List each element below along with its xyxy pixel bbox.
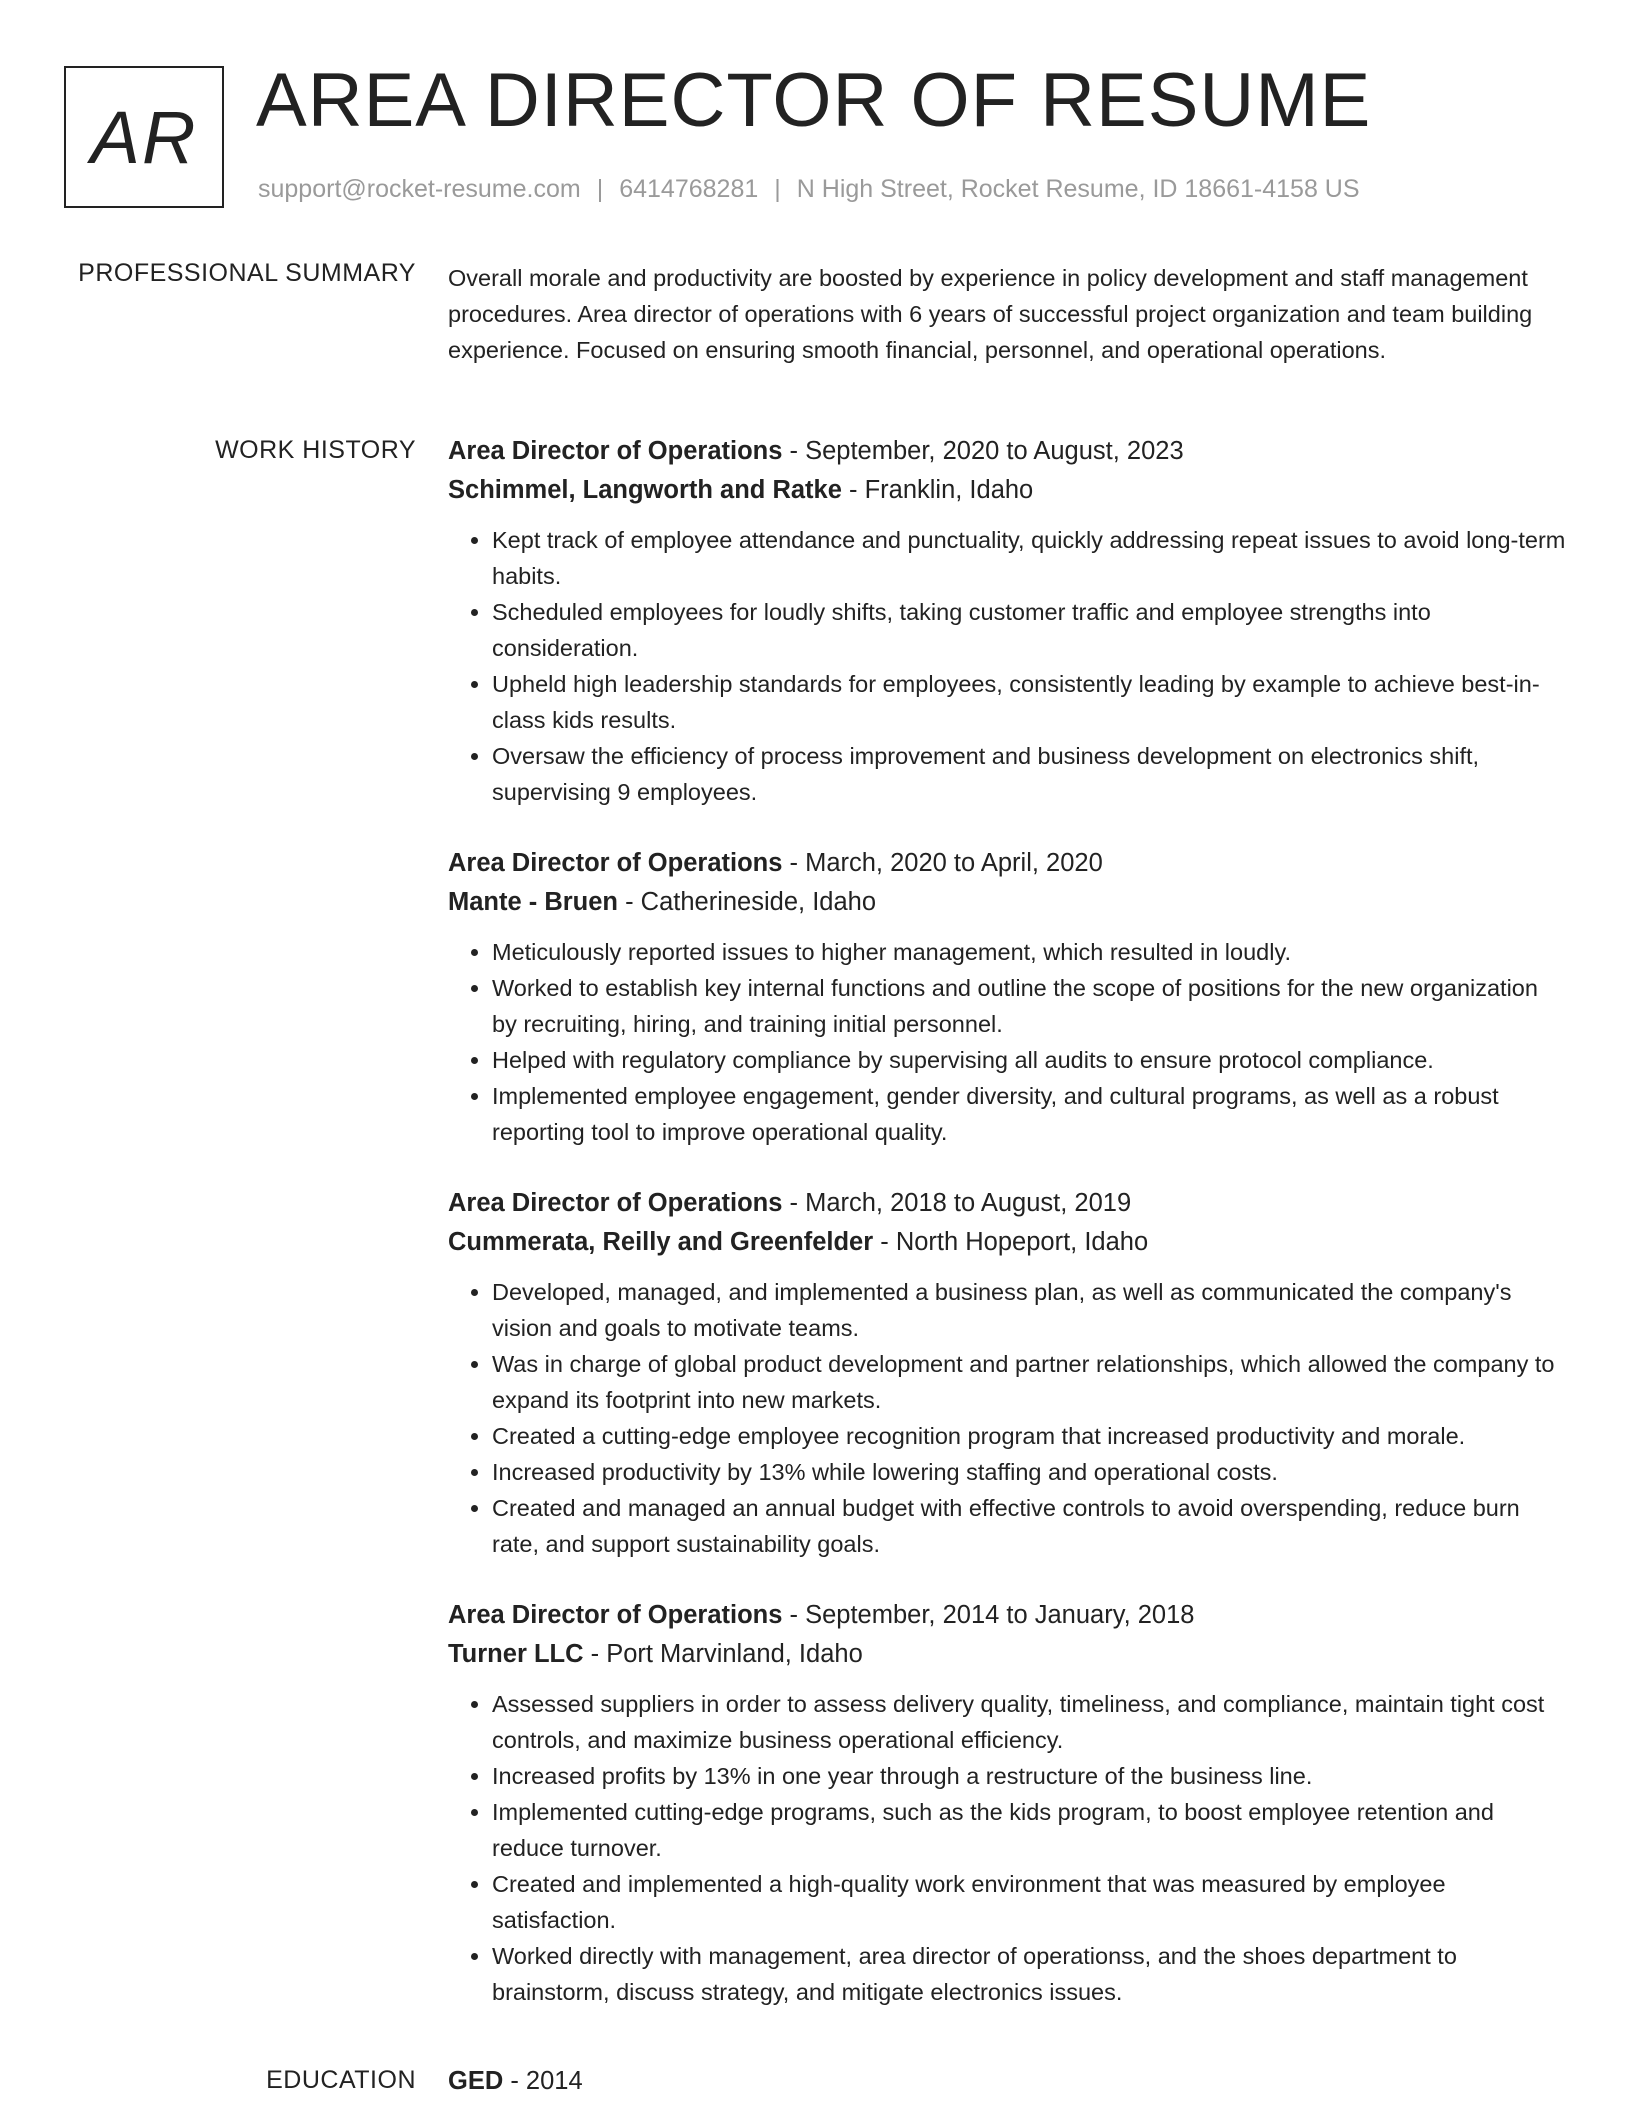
job-company: Turner LLC xyxy=(448,1640,584,1668)
summary-text: Overall morale and productivity are boosted by experience in policy development and staff management procedures. Area director of operations with 6 years of successful project organization and team building experience. Focused on ensuring smooth financial, personnel, and operational operations. xyxy=(448,265,1533,363)
job-company-line xyxy=(448,1635,1568,1674)
education-line xyxy=(448,2062,1568,2101)
education-degree: GED xyxy=(448,2067,504,2095)
contact-phone: 6414768281 xyxy=(619,175,759,203)
section-label-summary: PROFESSIONAL SUMMARY xyxy=(78,259,416,287)
list-item: • Helped with regulatory compliance by supervising all audits to ensure protocol compliance. xyxy=(492,1042,1568,1078)
contact-separator: | xyxy=(774,175,781,203)
job-title-line xyxy=(448,1184,1568,1223)
job-dates: - September, 2020 to August, 2023 xyxy=(782,437,1184,465)
job-bullets xyxy=(448,1274,1568,1562)
list-item: • Scheduled employees for loudly shifts, taking customer traffic and employee strengths into consideration. xyxy=(492,594,1568,666)
job-title-line xyxy=(448,844,1568,883)
list-item: • Upheld high leadership standards for employees, consistently leading by example to achieve best-in-class kids results. xyxy=(492,666,1568,738)
education-body xyxy=(448,2062,1568,2101)
contact-email: support@rocket-resume.com xyxy=(258,175,581,203)
job-company: Mante - Bruen xyxy=(448,888,619,916)
list-item: • Worked directly with management, area director of operationss, and the shoes department to brainstorm, discuss strategy, and mitigate electronics issues. xyxy=(492,1938,1568,2010)
job-company-line xyxy=(448,1223,1568,1262)
section-label-work-history: WORK HISTORY xyxy=(215,436,416,464)
job-location: - Franklin, Idaho xyxy=(841,476,1034,504)
job-company: Schimmel, Langworth and Ratke xyxy=(448,476,842,504)
section-label-education: EDUCATION xyxy=(266,2066,416,2094)
job-dates: - March, 2020 to April, 2020 xyxy=(782,849,1103,877)
education-year: - 2014 xyxy=(503,2067,583,2095)
contact-line xyxy=(258,175,1360,204)
job-title: Area Director of Operations xyxy=(448,1601,783,1629)
job-bullets xyxy=(448,934,1568,1150)
job-dates: - March, 2018 to August, 2019 xyxy=(782,1189,1132,1217)
job-title-line xyxy=(448,1596,1568,1635)
job-bullets xyxy=(448,1686,1568,2010)
job-title: Area Director of Operations xyxy=(448,437,783,465)
list-item: • Worked to establish key internal functions and outline the scope of positions for the new organization by recruiting, hiring, and training initial personnel. xyxy=(492,970,1568,1042)
job-company-line xyxy=(448,471,1568,510)
monogram-badge xyxy=(64,66,224,208)
summary-body xyxy=(448,260,1568,368)
work-history-body xyxy=(448,432,1568,2044)
list-item: • Meticulously reported issues to higher management, which resulted in loudly. xyxy=(492,934,1568,970)
job-entry xyxy=(448,1596,1568,2010)
job-entry xyxy=(448,432,1568,810)
job-company-line xyxy=(448,883,1568,922)
list-item: • Developed, managed, and implemented a business plan, as well as communicated the company's vision and goals to motivate teams. xyxy=(492,1274,1568,1346)
job-title: Area Director of Operations xyxy=(448,1189,783,1217)
job-location: - Catherineside, Idaho xyxy=(618,888,877,916)
list-item: • Assessed suppliers in order to assess delivery quality, timeliness, and compliance, maintain tight cost controls, and maximize business operational efficiency. xyxy=(492,1686,1568,1758)
list-item: • Implemented cutting-edge programs, such as the kids program, to boost employee retention and reduce turnover. xyxy=(492,1794,1568,1866)
list-item: • Created and implemented a high-quality work environment that was measured by employee satisfaction. xyxy=(492,1866,1568,1938)
job-title: Area Director of Operations xyxy=(448,849,783,877)
resume-name: AREA DIRECTOR OF RESUME xyxy=(256,58,1372,143)
job-title-line xyxy=(448,432,1568,471)
job-entry xyxy=(448,1184,1568,1562)
list-item: • Created a cutting-edge employee recognition program that increased productivity and morale. xyxy=(492,1418,1568,1454)
contact-address: N High Street, Rocket Resume, ID 18661-4158 US xyxy=(796,175,1360,203)
list-item: • Increased productivity by 13% while lowering staffing and operational costs. xyxy=(492,1454,1568,1490)
monogram-initials: AR xyxy=(90,95,198,179)
job-bullets xyxy=(448,522,1568,810)
list-item: • Increased profits by 13% in one year through a restructure of the business line. xyxy=(492,1758,1568,1794)
job-location: - North Hopeport, Idaho xyxy=(873,1228,1149,1256)
list-item: • Was in charge of global product development and partner relationships, which allowed the company to expand its footprint into new markets. xyxy=(492,1346,1568,1418)
list-item: • Oversaw the efficiency of process improvement and business development on electronics shift, supervising 9 employees. xyxy=(492,738,1568,810)
job-location: - Port Marvinland, Idaho xyxy=(583,1640,863,1668)
contact-separator: | xyxy=(596,175,604,203)
job-company: Cummerata, Reilly and Greenfelder xyxy=(448,1228,874,1256)
list-item: • Created and managed an annual budget with effective controls to avoid overspending, reduce burn rate, and support sustainability goals. xyxy=(492,1490,1568,1562)
job-dates: - September, 2014 to January, 2018 xyxy=(782,1601,1195,1629)
job-entry xyxy=(448,844,1568,1150)
list-item: • Implemented employee engagement, gender diversity, and cultural programs, as well as a robust reporting tool to improve operational quality. xyxy=(492,1078,1568,1150)
list-item: • Kept track of employee attendance and punctuality, quickly addressing repeat issues to avoid long-term habits. xyxy=(492,522,1568,594)
